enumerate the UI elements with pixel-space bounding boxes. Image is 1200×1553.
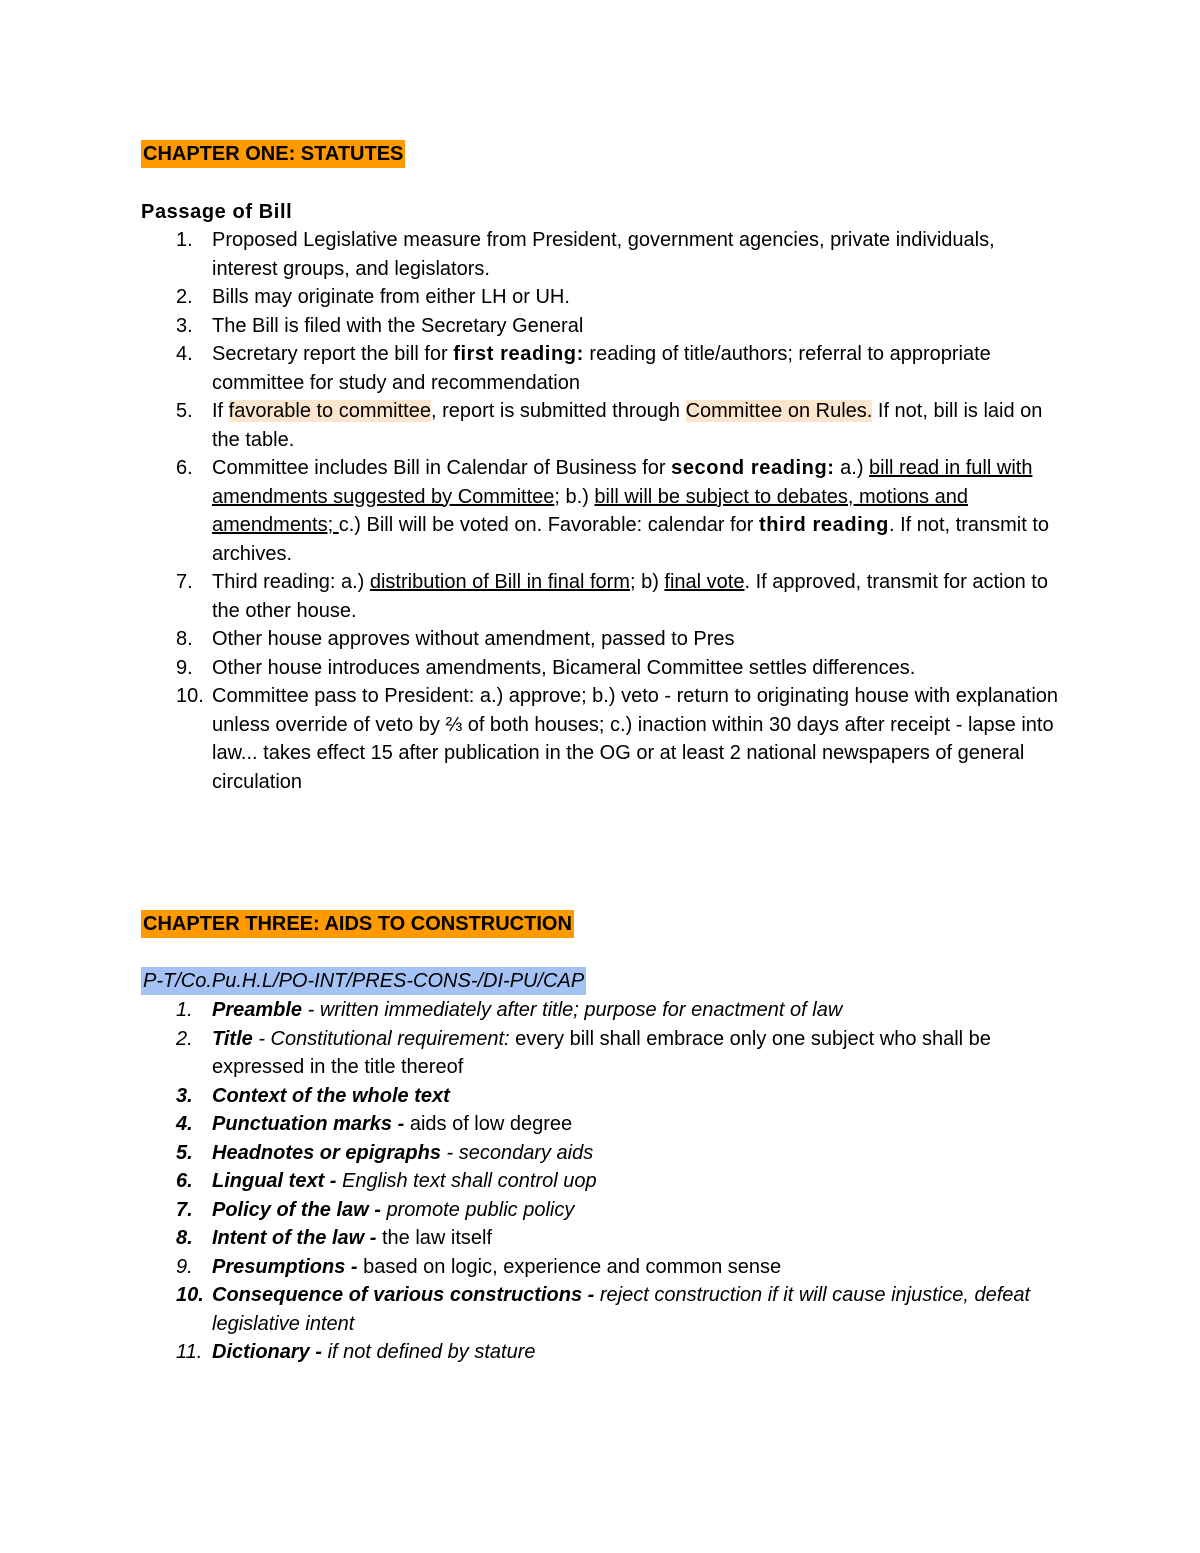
text-run: reject construction if it will cause injustice, defeat legislative intent <box>212 1284 1031 1335</box>
list-item <box>0 1082 1062 1111</box>
text-run: Third reading: a.) <box>212 571 370 593</box>
text-run: based on logic, experience and common sense <box>357 1255 782 1278</box>
list-item-text <box>212 1224 1062 1253</box>
list-item-text <box>212 340 1062 397</box>
text-run: promote public policy <box>380 1198 575 1221</box>
list-item <box>0 283 1062 312</box>
list-item-number: 6. <box>176 1170 193 1192</box>
list-item <box>0 568 1062 625</box>
passage-of-bill-subheading: Passage of Bill <box>141 201 293 223</box>
list-item <box>0 682 1062 796</box>
list-item <box>0 1224 1062 1253</box>
list-item-text <box>212 568 1062 625</box>
list-item-text <box>212 682 1062 796</box>
text-run: Punctuation marks - <box>212 1113 405 1135</box>
list-item-number: 1. <box>176 999 193 1021</box>
text-run: Proposed Legislative measure from President, government agencies, private individuals, interest groups, and legislators. <box>212 229 995 280</box>
list-item-number: 11. <box>176 1341 203 1363</box>
list-item-number: 3. <box>176 1084 193 1107</box>
list-item-number: 5. <box>176 400 193 422</box>
text-run: aids of low degree <box>404 1113 573 1135</box>
text-run: Lingual text - <box>212 1170 337 1192</box>
list-item-number: 1. <box>176 229 193 251</box>
list-item <box>0 397 1062 454</box>
list-item <box>0 1196 1062 1225</box>
text-run: Secretary report the bill for <box>212 343 454 365</box>
list-item <box>0 226 1062 283</box>
text-run: Consequence of various constructions - <box>212 1284 595 1306</box>
list-item-text <box>212 312 1062 341</box>
list-item-number: 10. <box>176 1284 204 1306</box>
list-item-number: 2. <box>176 1027 193 1050</box>
text-run: first reading: <box>453 343 584 365</box>
text-run: Bills may originate from either LH or UH. <box>212 286 570 308</box>
list-item <box>0 312 1062 341</box>
text-run: the law itself <box>376 1227 493 1249</box>
list-item <box>0 1281 1062 1338</box>
passage-steps-list <box>0 226 1062 796</box>
text-run: Context of the whole text <box>212 1084 450 1107</box>
text-run: distribution of Bill in final form <box>369 571 630 593</box>
list-item-text <box>212 226 1062 283</box>
list-item-text <box>212 996 1062 1025</box>
list-item <box>0 1110 1062 1139</box>
list-item-text <box>212 283 1062 312</box>
list-item-text <box>212 1082 1062 1111</box>
list-item-text <box>212 397 1062 454</box>
list-item <box>0 1025 1062 1082</box>
text-run: - Constitutional requirement: <box>252 1027 510 1050</box>
list-item-text <box>212 1196 1062 1225</box>
text-run: ; b.) <box>554 485 595 508</box>
list-item-text <box>212 1139 1062 1168</box>
list-item <box>0 454 1062 568</box>
text-run: - secondary aids <box>440 1141 594 1164</box>
text-run: Committee includes Bill in Calendar of Business for <box>212 457 672 479</box>
list-item-text <box>212 625 1062 654</box>
text-run: The Bill is filed with the Secretary General <box>212 314 584 337</box>
text-run: . If not, transmit to archives. <box>212 514 1050 565</box>
list-item-number: 8. <box>176 628 193 650</box>
list-item-number: 7. <box>176 1198 193 1221</box>
text-run: if not defined by stature <box>322 1341 536 1363</box>
text-run: Title <box>212 1027 253 1050</box>
text-run: If <box>212 400 229 422</box>
list-item-number: 7. <box>176 571 193 593</box>
list-item-text <box>212 454 1062 568</box>
text-run: final vote <box>664 571 745 593</box>
text-run: English text shall control uop <box>336 1170 597 1192</box>
text-run: Preamble <box>212 999 303 1021</box>
list-item <box>0 654 1062 683</box>
list-item-number: 4. <box>176 343 193 365</box>
text-run: bill will be subject to debates, motions and amendments; <box>212 485 968 536</box>
mnemonic-line: P-T/Co.Pu.H.L/PO-INT/PRES-CONS-/DI-PU/CAP <box>141 967 586 995</box>
text-run: , report is submitted through <box>431 400 686 422</box>
list-item-number: 2. <box>176 286 193 308</box>
text-run: favorable to committee <box>228 400 431 422</box>
list-item-number: 8. <box>176 1227 193 1249</box>
list-item <box>0 1338 1062 1367</box>
list-item-number: 4. <box>176 1113 193 1135</box>
text-run: Committee pass to President: a.) approve; b.) veto - return to originating house with explanation unless override of veto by ⅔ of both houses; c.) inaction within 30 days after receipt - lapse into law... takes effect 15 after publication in the OG or at least 2 national newspapers of general circulation <box>212 685 1059 793</box>
text-run: Other house approves without amendment, passed to Pres <box>212 628 735 650</box>
list-item <box>0 1167 1062 1196</box>
chapter-one-heading: CHAPTER ONE: STATUTES <box>141 140 405 168</box>
list-item-number: 6. <box>176 457 193 479</box>
text-run: c.) Bill will be voted on. Favorable: calendar for <box>338 514 759 536</box>
aids-to-construction-list <box>0 996 1062 1367</box>
text-run: a.) <box>834 457 870 479</box>
text-run: . If approved, transmit for action to the other house. <box>212 571 1048 622</box>
list-item-number: 9. <box>176 1255 193 1278</box>
list-item-number: 3. <box>176 314 193 337</box>
list-item-number: 10. <box>176 685 204 707</box>
list-item-text <box>212 1253 1062 1282</box>
text-run: Committee on Rules. <box>685 400 873 422</box>
list-item <box>0 625 1062 654</box>
text-run: second reading: <box>671 457 835 479</box>
list-item <box>0 996 1062 1025</box>
text-run: every bill shall embrace only one subject who shall be expressed in the title thereof <box>212 1027 991 1078</box>
text-run: Intent of the law - <box>212 1227 377 1249</box>
text-run: Presumptions - <box>212 1255 358 1278</box>
text-run: Headnotes or epigraphs <box>212 1141 441 1164</box>
list-item-number: 9. <box>176 656 193 679</box>
text-run: third reading <box>758 514 889 536</box>
chapter-three-heading: CHAPTER THREE: AIDS TO CONSTRUCTION <box>141 910 574 938</box>
list-item <box>0 1139 1062 1168</box>
text-run: ; b) <box>629 571 665 593</box>
list-item-text <box>212 1338 1062 1367</box>
list-item-number: 5. <box>176 1141 193 1164</box>
text-run: bill read in full with amendments suggested by Committee <box>212 457 1033 508</box>
text-run: If not, bill is laid on the table. <box>212 400 1043 451</box>
text-run: - written immediately after title; purpose for enactment of law <box>302 999 843 1021</box>
text-run: Other house introduces amendments, Bicameral Committee settles differences. <box>212 656 916 679</box>
list-item-text <box>212 1167 1062 1196</box>
text-run: Dictionary - <box>212 1341 323 1363</box>
list-item-text <box>212 1110 1062 1139</box>
list-item-text <box>212 1281 1062 1338</box>
text-run: Policy of the law - <box>212 1198 381 1221</box>
text-run: reading of title/authors; referral to appropriate committee for study and recommendation <box>212 343 991 394</box>
list-item-text <box>212 654 1062 683</box>
list-item <box>0 340 1062 397</box>
list-item <box>0 1253 1062 1282</box>
list-item-text <box>212 1025 1062 1082</box>
